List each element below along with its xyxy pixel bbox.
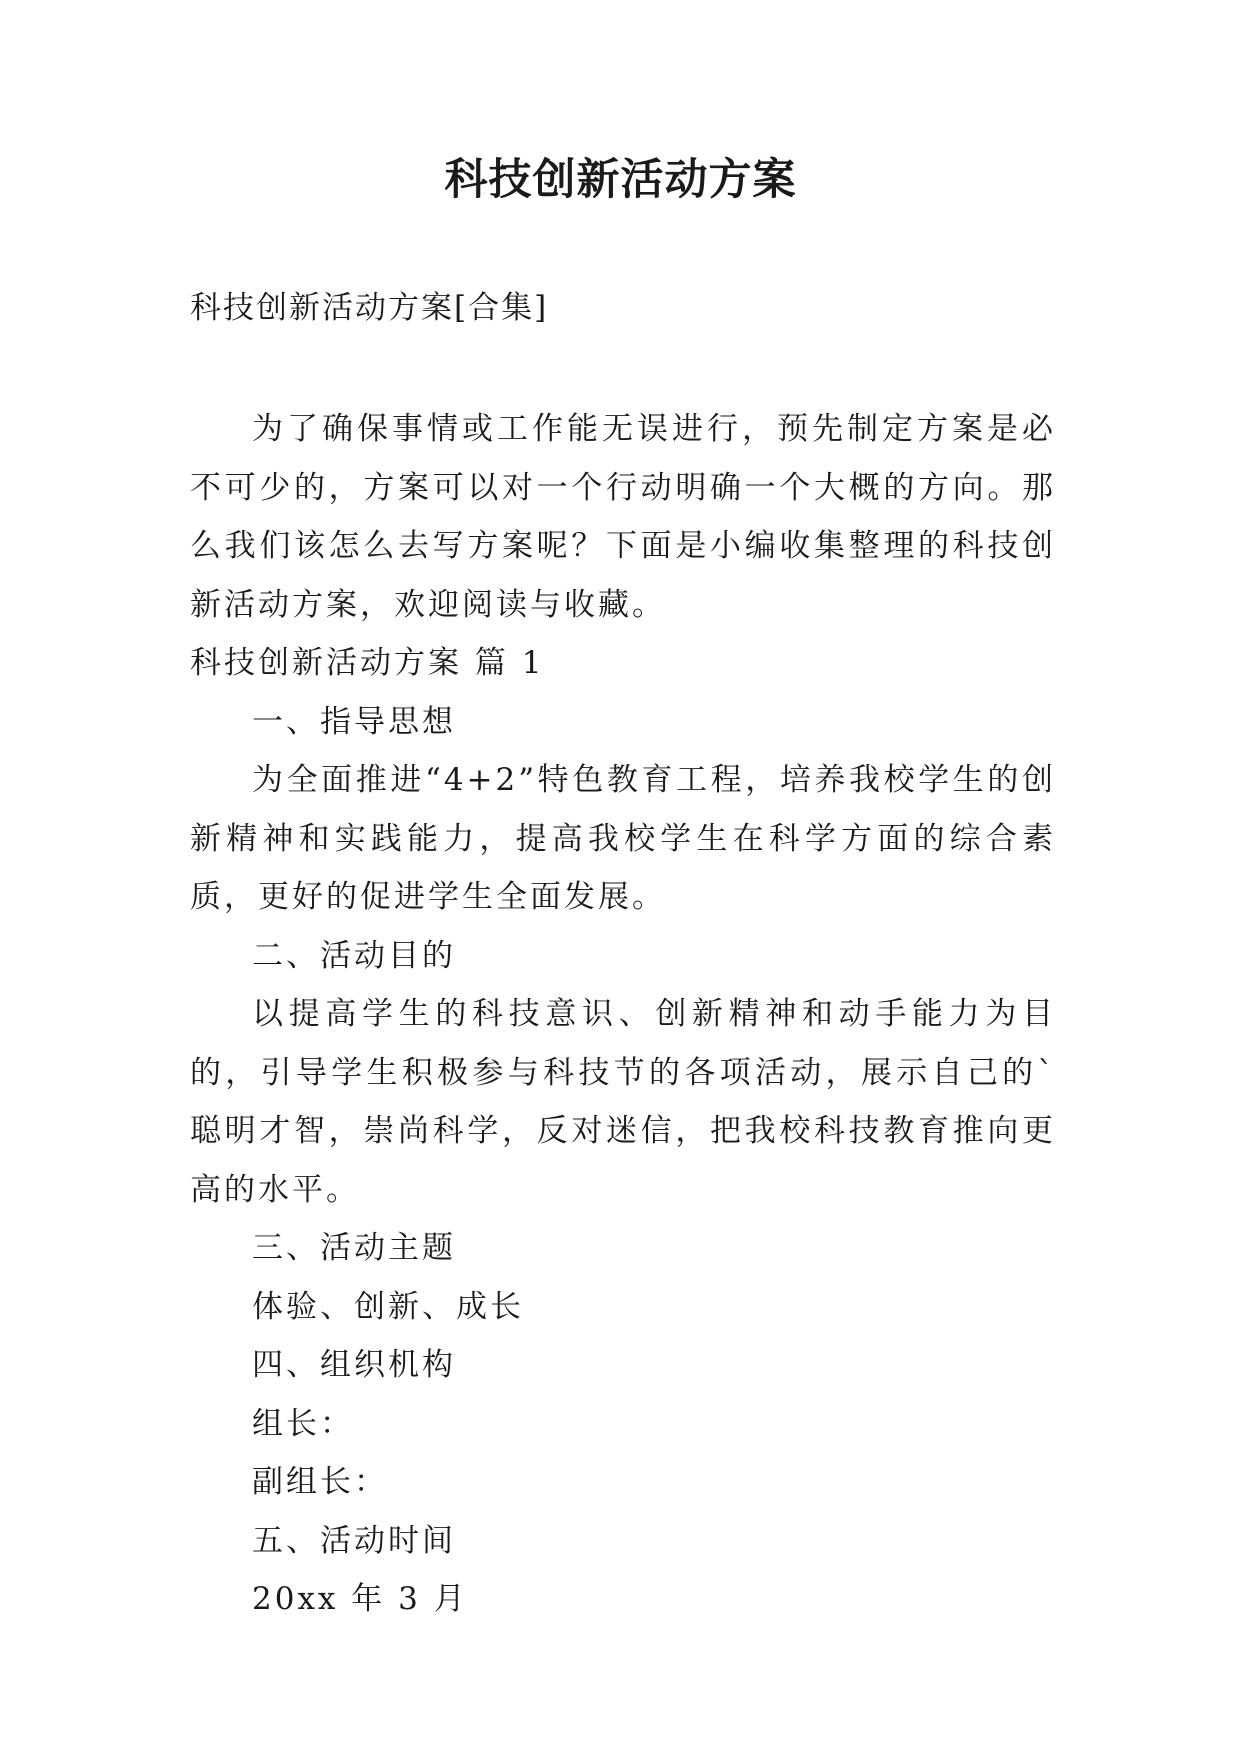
document-subtitle: 科技创新活动方案[合集] xyxy=(190,290,549,326)
body-paragraph: 科技创新活动方案 篇 1 xyxy=(190,645,545,681)
body-paragraph: 三、活动主题 xyxy=(252,1230,456,1266)
body-paragraph: 为全面推进“4+2”特色教育工程，培养我校学生的创新精神和实践能力，提高我校学生在科学方面的综合素质，更好的促进学生全面发展。 xyxy=(190,762,1056,915)
body-paragraph: 四、组织机构 xyxy=(252,1347,456,1383)
body-paragraph: 20xx 年 3 月 xyxy=(252,1581,468,1617)
body-paragraph: 副组长： xyxy=(252,1464,388,1500)
document-body xyxy=(190,400,1056,1629)
body-paragraph: 为了确保事情或工作能无误进行，预先制定方案是必不可少的，方案可以对一个行动明确一个大概的方向。那么我们该怎么去写方案呢？下面是小编收集整理的科技创新活动方案，欢迎阅读与收藏。 xyxy=(190,411,1056,623)
body-paragraph: 二、活动目的 xyxy=(252,937,456,974)
body-paragraph: 体验、创新、成长 xyxy=(252,1288,524,1325)
body-paragraph: 一、指导思想 xyxy=(252,703,456,740)
body-paragraph: 五、活动时间 xyxy=(252,1522,456,1559)
document-title: 科技创新活动方案 xyxy=(444,155,797,205)
body-paragraph: 以提高学生的科技意识、创新精神和动手能力为目的，引导学生积极参与科技节的各项活动，展示自己的`聪明才智，崇尚科学，反对迷信，把我校科技教育推向更高的水平。 xyxy=(190,996,1056,1208)
body-paragraph: 组长： xyxy=(252,1405,354,1442)
